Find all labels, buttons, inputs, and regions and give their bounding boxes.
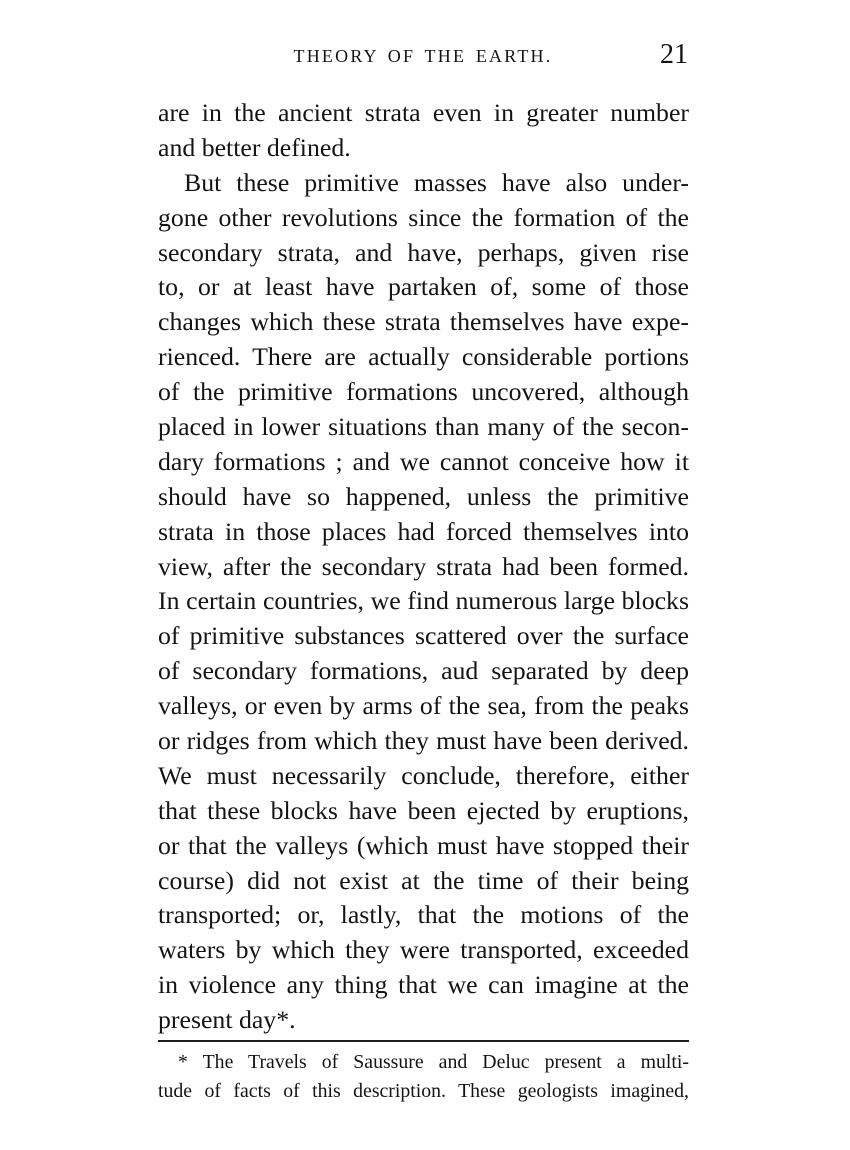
text-line: are in the ancient strata even in greater number [158, 98, 689, 127]
body-text [158, 96, 689, 1038]
text-line: gone other revolutions since the formation of the [158, 202, 689, 232]
footnote [158, 1048, 689, 1106]
text-line: rienced. There are actually considerable portions [158, 342, 689, 372]
running-title: THEORY OF THE EARTH. [293, 46, 553, 66]
text-line: of primitive substances scattered over the surface [158, 621, 689, 651]
text-line: in violence any thing that we can imagine at the [158, 970, 689, 1000]
footnote-divider [158, 1040, 689, 1042]
footnote-line: * The Travels of Saussure and Deluc present a multi- [178, 1051, 689, 1073]
text-line: But these primitive masses have also under- [184, 167, 689, 197]
text-line: of secondary formations, aud separated by deep [158, 656, 689, 686]
text-line: should have so happened, unless the primitive [158, 481, 689, 511]
text-line: We must necessarily conclude, therefore, either [158, 760, 689, 790]
text-line: strata in those places had forced themselves into [158, 516, 689, 546]
text-line: dary formations ; and we cannot conceive how it [158, 446, 689, 476]
text-line: present day*. [158, 1005, 296, 1035]
footnote-line: tude of facts of this description. These geologists imagined, [158, 1080, 689, 1102]
text-line: In certain countries, we find numerous large blocks [158, 586, 689, 616]
text-line: transported; or, lastly, that the motions of the [158, 900, 689, 930]
text-line: that these blocks have been ejected by eruptions, [158, 795, 689, 825]
page-header [158, 38, 688, 74]
text-line: of the primitive formations uncovered, although [158, 377, 689, 407]
text-line: waters by which they were transported, exceeded [158, 935, 689, 965]
text-line: and better defined. [158, 132, 351, 162]
text-line: secondary strata, and have, perhaps, given rise [158, 237, 689, 267]
text-line: view, after the secondary strata had been formed. [158, 551, 689, 581]
text-line: or that the valleys (which must have stopped their [158, 830, 689, 860]
text-line: placed in lower situations than many of the secon- [158, 412, 689, 442]
text-line: or ridges from which they must have been derived. [158, 726, 689, 756]
page-number: 21 [660, 39, 688, 70]
text-line: changes which these strata themselves have expe- [158, 307, 689, 337]
text-line: to, or at least have partaken of, some of those [158, 272, 689, 302]
text-line: valleys, or even by arms of the sea, from the peaks [158, 691, 689, 721]
text-line: course) did not exist at the time of their being [158, 865, 689, 895]
